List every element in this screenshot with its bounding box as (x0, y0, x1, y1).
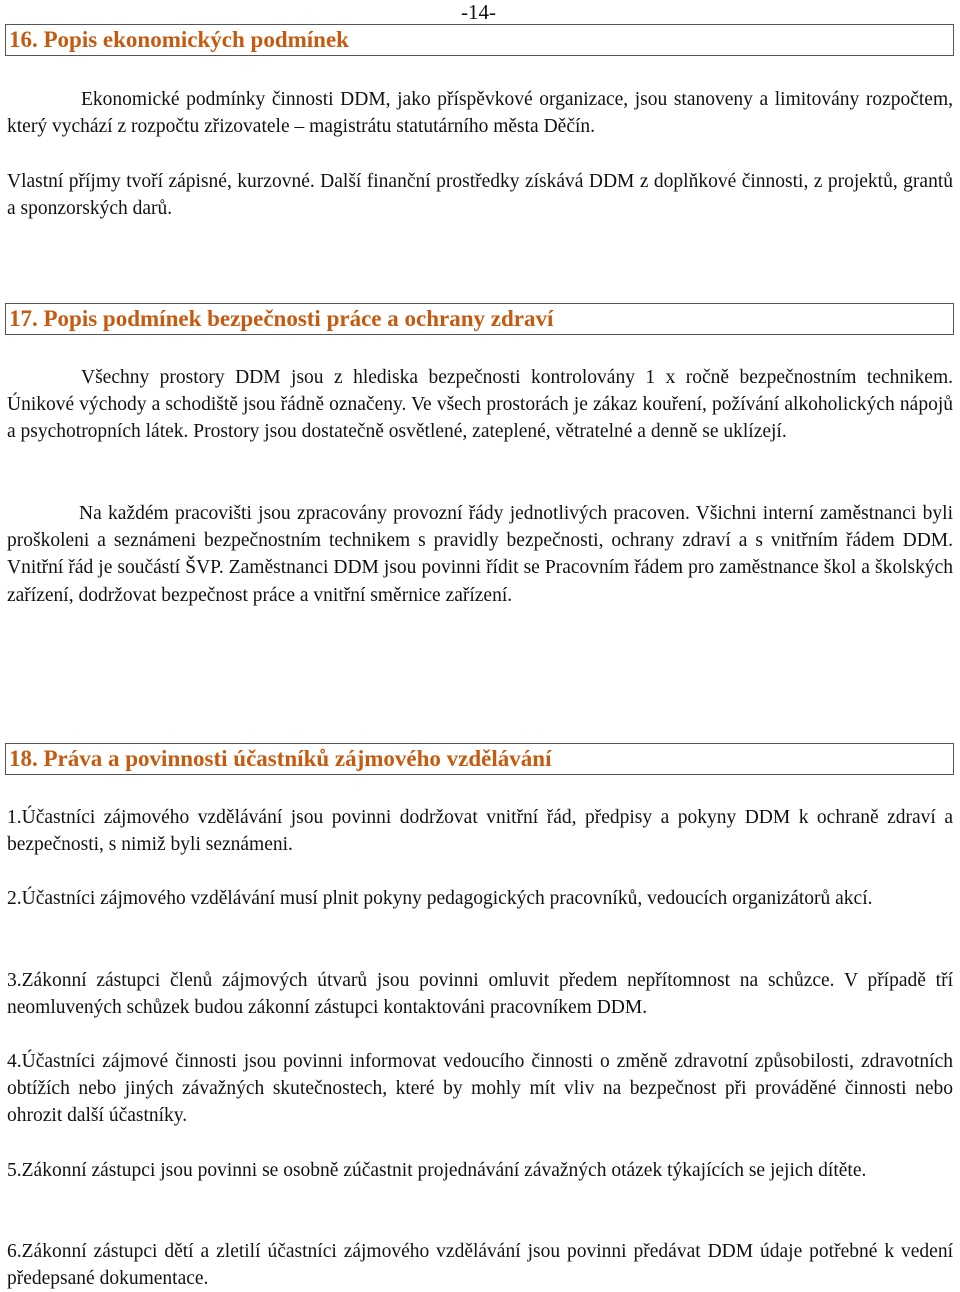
page-number: -14- (461, 0, 496, 24)
rule-item-1: 1.Účastníci zájmového vzdělávání jsou povinni dodržovat vnitřní řád, předpisy a pokyny DDM k ochraně zdraví a bezpečnosti, s nimiž byli seznámeni. (7, 807, 953, 856)
rule-item-4: 4.Účastníci zájmové činnosti jsou povinni informovat vedoucího činnosti o změně zdravotní způsobilosti, zdravotních obtížích nebo jiných závažných skutečnostech, které by mohly mít vliv na bezpečnost při prováděné činnosti nebo ohrozit další účastníky. (7, 1051, 953, 1127)
section-17-heading-box (5, 303, 954, 335)
section-16-heading: 16. Popis ekonomických podmínek (9, 27, 349, 52)
rule-item-3: 3.Zákonní zástupci členů zájmových útvarů jsou povinni omluvit předem nepřítomnost na schůzce. V případě tří neomluvených schůzek budou zákonní zástupci kontaktováni pracovníkem DDM. (7, 970, 953, 1019)
rule-item-5: 5.Zákonní zástupci jsou povinni se osobně zúčastnit projednávání závažných otázek týkajících se jejich dítěte. (7, 1160, 867, 1181)
section-16-paragraph-1: Ekonomické podmínky činnosti DDM, jako příspěvkové organizace, jsou stanoveny a limitovány rozpočtem, který vychází z rozpočtu zřizovatele – magistrátu statutárního města Děčín. (7, 89, 953, 138)
section-17-heading: 17. Popis podmínek bezpečnosti práce a ochrany zdraví (9, 306, 554, 331)
rule-item-2: 2.Účastníci zájmového vzdělávání musí plnit pokyny pedagogických pracovníků, vedoucích organizátorů akcí. (7, 888, 873, 909)
rule-item-6: 6.Zákonní zástupci dětí a zletilí účastníci zájmového vzdělávání jsou povinni předávat DDM údaje potřebné k vedení předepsané dokumentace. (7, 1241, 953, 1290)
section-18-heading-box (5, 743, 954, 775)
section-17-paragraph-1: Všechny prostory DDM jsou z hlediska bezpečnosti kontrolovány 1 x ročně bezpečnostním technikem. Únikové východy a schodiště jsou řádně označeny. Ve všech prostorách je zákaz kouření, požívání alkoholických nápojů a psychotropních látek. Prostory jsou dostatečně osvětlené, zateplené, větratelné a denně se uklízejí. (7, 367, 953, 443)
section-16-heading-box (5, 24, 954, 56)
section-16-paragraph-2: Vlastní příjmy tvoří zápisné, kurzovné. Další finanční prostředky získává DDM z doplňkové činnosti, z projektů, grantů a sponzorských darů. (7, 171, 953, 220)
section-17-paragraph-2: Na každém pracovišti jsou zpracovány provozní řády jednotlivých pracoven. Všichni interní zaměstnanci byli proškoleni a seznámeni bezpečnostním technikem s pravidly bezpečnosti, ochrany zdraví a s vnitřním řádem DDM. Vnitřní řád je součástí ŠVP. Zaměstnanci DDM jsou povinni řídit se Pracovním řádem pro zaměstnance škol a školských zařízení, dodržovat bezpečnost práce a vnitřní směrnice zařízení. (7, 503, 953, 606)
section-18-heading: 18. Práva a povinnosti účastníků zájmového vzdělávání (9, 746, 552, 771)
